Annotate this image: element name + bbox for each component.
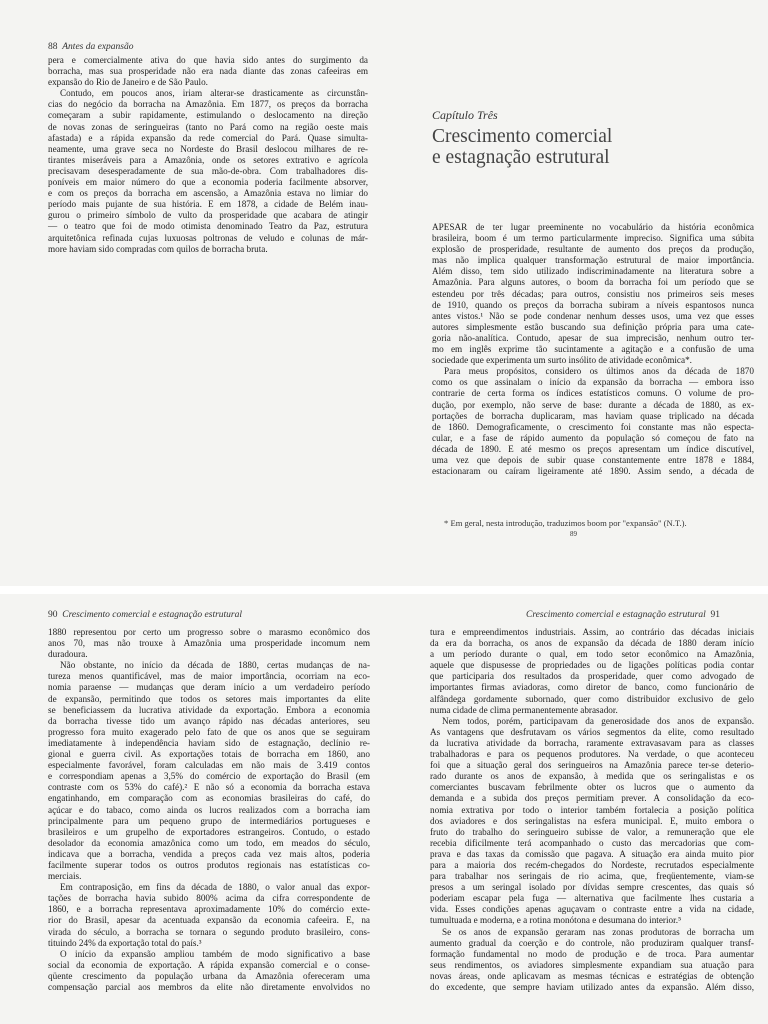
text-line: de 1860. Demograficamente, o crescimento foi constante mas não especta- [432,421,754,432]
text-line: O início da expansão ampliou também de modo significativo a base [60,948,370,959]
page-88 [0,0,384,586]
text-line: como os que assinalam o início da expansão da borracha — embora isso [432,377,754,388]
text-line: APESAR de ter lugar preeminente no vocabulário da história econômica [432,222,754,232]
text-line: engatinhando, em comparação com as economias brasileiras do café, do [48,793,370,804]
text-line: social da economia de exportação. A rápida expansão comercial e o conse- [48,959,370,970]
text-line: para trabalhar nos seringais de rio acima, que, freqüentemente, viam-se [430,871,754,882]
text-line: uma vez que depois de subir quase constantemente entre 1878 e 1884, [432,454,754,465]
page-number: 89 [570,530,577,538]
chapter-label: Capítulo Três [432,108,498,122]
text-line: tações de borracha havia subido 800% acima da cifra correspondente de [48,893,370,904]
text-line: afastada) e a rápida expansão da rede comercial do Pará. Quase simulta- [48,132,368,143]
text-line: da borracha tivesse tido um avanço rápido nas décadas anteriores, seu [48,715,370,726]
text-line: se beneficiassem da lucrativa atividade da exportação. Embora a economia [48,704,370,715]
text-line: aquele que dispusesse de propriedades ou de ligações políticas podia contar [430,660,754,671]
text-line: alfândega gordamente subornado, quer como distribuidor exclusivo de gelo [430,693,754,704]
text-line: cular, e a fase de rápido aumento da população só começou de fato na [432,432,754,443]
text-line: fruto do trabalho do seringueiro subisse de valor, a remuneração que ele [430,826,754,837]
text-line: dos aviadores e dos seringalistas na esfera municipal. E, muito embora o [430,815,754,826]
text-line: desolador da economia amazônica como um todo, em meados do século, [48,837,370,848]
text-line: neamente, uma grave seca no Nordeste do Brasil deslocou milhares de re- [48,143,368,154]
text-line: de 1910, quando os preços da borracha subiram a níveis espantosos nunca [432,299,754,310]
text-line: numa cidade de clima permanentemente abrasador. [430,704,618,715]
text-line: aumento gradual da coerção e do controle, não produziram qualquer transf- [430,937,754,948]
text-line: portações de borracha duplicaram, mas haviam quase triplicado na década [432,410,754,421]
footnote: * Em geral, nesta introdução, traduzimos boom por "expansão" (N.T.). [444,518,687,528]
running-title: Antes da expansão [62,42,134,52]
page-number: 88 [48,42,58,52]
text-line: Contudo, em poucos anos, iriam alterar-se drasticamente as circunstân- [60,88,368,99]
text-line: As vantagens que desfrutavam os vários segmentos da elite, como resultado [430,726,754,737]
page-number: 91 [710,610,720,620]
text-line: contrarie de certa forma os índices estatísticos comuns. O volume de pro- [432,388,754,399]
text-line: recebia dificilmente terá acompanhado o custo das mercadorias que com- [430,837,754,848]
text-line: comerciantes buscavam febrilmente obter os lucros que o aumento da [430,782,754,793]
text-line: more haviam sido compradas com quilos de borracha bruta. [48,243,268,254]
body-text [48,55,368,255]
text-line: de novas zonas de seringueiras (tanto no Pará como na região oeste mais [48,121,368,132]
text-line: facilmente superar todos os outros produtos regionais nas estatísticas co- [48,859,370,870]
page-89 [384,0,768,586]
text-line: da lucrativa atividade da borracha, raramente extravasavam para as classes [430,737,754,748]
text-line: contraste com os 53% do café).² E não só a economia da borracha estava [48,782,370,793]
page-divider [0,586,768,594]
text-line: anos 70, mas não trouxe à Amazônia uma prosperidade incomum nem [48,638,370,649]
text-line: trabalhadoras e para os pequenos produtores. Na verdade, o que aconteceu [430,749,754,760]
text-line: principalmente para um pequeno grupo de intermediários portugueses e [48,815,370,826]
text-line: período mais pujante de sua história. E em 1878, a cidade de Belém inau- [48,199,368,210]
text-line: vida. Esses condições apenas aguçavam o contraste entre a vida na cidade, [430,904,754,915]
text-line: presos a um seringal isolado por dívidas sempre crescentes, das quais só [430,882,754,893]
text-line: rado durante os anos de expansão, à medida que os seringalistas e os [430,771,754,782]
body-text [430,627,754,993]
text-line: progresso fora muito exagerado pelo fato de que os anos que se seguiram [48,726,370,737]
text-line: Não obstante, no início da década de 1880, certas mudanças de na- [60,660,370,671]
text-line: Em contraposição, em fins da década de 1880, o valor anual das expor- [60,882,370,893]
text-line: poderiam escapar pela fuga — alternativa que facilmente lhes custaria a [430,893,754,904]
text-line: arquitetônica refinada cujas luxuosas poltronas de veludo e colunas de már- [48,232,368,243]
text-line: mo em inglês exprime tão sucintamente a agitação e a confusão de uma [432,344,754,355]
text-line: duradoura. [48,649,88,660]
text-line: explosão de prosperidade, resultante de aumento dos preços da produção, [432,244,754,255]
text-line: 1860, e a borracha representava aproximadamente 10% do comércio exte- [48,904,370,915]
text-line: nomia paraense — mudanças que deram início a um verdadeiro período [48,682,370,693]
text-line: poníveis em maior número do que a economia poderia facilmente absorver, [48,177,368,188]
text-line: para a maioria dos recém-chegados do Nordeste, recrutados especialmente [430,859,754,870]
text-line: década de 1890. E até mesmo os preços apresentam um índice discutível, [432,443,754,454]
text-line: imediatamente à independência haviam sido de estagnação, declínio re- [48,737,370,748]
text-line: gurou o primeiro símbolo de vulto da prosperidade que acabara de atingir [48,210,368,221]
text-line: e com os preços da borracha em ascensão, a Amazônia estava no limiar do [48,188,368,199]
text-line: estacionaram ou caíram ligeiramente até 1890. Assim sendo, a década de [432,466,754,477]
text-line: precisavam desesperadamente de sua mão-de-obra. Com trabalhadores dis- [48,165,368,176]
running-header [48,610,242,620]
text-line: prava e das taxas da comissão que pagava. A situação era ainda muito pior [430,848,754,859]
running-header [526,610,720,620]
running-header [48,42,134,52]
text-line: tureza menos quantificável, mas de maior importância, ocorriam na eco- [48,671,370,682]
body-text [432,222,754,477]
chapter-title-line: e estagnação estrutural [432,147,610,168]
text-line: qüente crescimento da população urbana da Amazônia ofereceram uma [48,970,370,981]
text-line: antes vistos.¹ Não se pode condenar nenhum desses usos, uma vez que esses [432,310,754,321]
text-line: expansão do Rio de Janeiro e de São Paulo. [48,77,208,88]
text-line: foi que a situação geral dos seringueiros na Amazônia parece ter-se deterio- [430,760,754,771]
text-line: formação fundamental no modo de produção e de troca. Para aumentar [430,948,754,959]
text-line: 1880 representou por certo um progresso sobre o marasmo econômico dos [48,627,370,637]
text-line: gional e guerra civil. As exportações totais de borracha em 1860, ano [48,749,370,760]
text-line: mas não implica qualquer transformação estrutural de maior importância. [432,255,754,266]
text-line: sociedade que experimenta um surto insólito de atividade econômica*. [432,355,692,366]
text-line: autores simplesmente estão buscando sua definição própria para uma cate- [432,321,754,332]
page-90 [0,594,384,1024]
text-line: borracha, mas sua prosperidade não era nada diante das zonas cafeeiras em [48,66,368,77]
text-line: do excedente, que sempre haviam utilizado antes da expansão. Além disso, [430,982,754,992]
text-line: tirantes miseráveis para a Amazônia, onde os setores extrativo e agrícola [48,154,368,165]
text-line: goria não-analítica. Contudo, apesar de sua imprecisão, nenhum outro ter- [432,332,754,343]
text-line: virada do século, a borracha se tornara o segundo produto brasileiro, cons- [48,926,370,937]
text-line: Amazônia. Para alguns autores, o boom da borracha foi um período que se [432,277,754,288]
running-title: Crescimento comercial e estagnação estrutural [62,610,243,620]
body-text [48,627,370,993]
text-line: novas áreas, onde aplicavam as mesmas técnicas e estratégias de obtenção [430,970,754,981]
text-line: brasileira, boom é um termo particularmente impreciso. Significa uma súbita [432,233,754,244]
text-line: pera e comercialmente ativa do que havia sido antes do surgimento da [48,55,368,65]
chapter-title-line: Crescimento comercial [432,126,613,147]
text-line: importantes firmas aviadoras, como diretor de banco, como funcionário de [430,682,754,693]
text-line: seus rendimentos, os aviadores simplesmente expandiam sua atuação para [430,959,754,970]
chapter-title [432,126,612,168]
text-line: de expansão, permitindo que todos os setores mais importantes da elite [48,693,370,704]
text-line: especialmente favorável, foram calculadas em não mais de 3.419 contos [48,760,370,771]
text-line: tura e empreendimentos industriais. Assim, ao contrário das décadas iniciais [430,627,754,637]
text-line: indicava que a borracha, vendida a preços cada vez mais altos, poderia [48,848,370,859]
text-line: cias do negócio da borracha na Amazônia. Em 1877, os preços da borracha [48,99,368,110]
page-91 [384,594,768,1024]
text-line: Além disso, tem sido utilizado indiscriminadamente na literatura sobre a [432,266,754,277]
text-line: Nem todos, porém, participavam da generosidade dos anos de expansão. [442,715,754,726]
text-line: nomia extrativa por todo o interior também fortalecia a posição política [430,804,754,815]
text-line: Para meus propósitos, considero os últimos anos da década de 1870 [444,366,754,377]
text-line: começaram a subir rapidamente, estimulando o deslocamento na direção [48,110,368,121]
text-line: tituindo 24% da exportação total do país.³ [48,937,202,948]
text-line: e correspondiam apenas a 3,5% do comércio de exportação do Brasil (em [48,771,370,782]
text-line: merciais. [48,871,82,882]
text-line: rior do Brasil, apesar da acentuada expansão da economia cafeeira. E, na [48,915,370,926]
text-line: açúcar e do tabaco, como ainda os lucros realizados com a borracha iam [48,804,370,815]
page-number: 90 [48,610,58,620]
text-line: compensação parcial aos membros da elite não diretamente envolvidos no [48,982,370,992]
text-line: estendeu por três décadas; para outros, consistiu nos primeiros seis meses [432,288,754,299]
text-line: da era da borracha, os anos de expansão da década de 1880 deram início [430,638,754,649]
text-line: Se os anos de expansão geraram nas zonas produtoras de borracha um [442,926,754,937]
text-line: tumultuada e moderna, e a rotina monótona e desumana do interior.⁵ [430,915,682,926]
text-line: — o teatro que foi de modo otimista denominado Teatro da Paz, estrutura [48,221,368,232]
text-line: a um período durante o qual, em todo setor econômico na Amazônia, [430,649,754,660]
text-line: dução, por exemplo, não serve de base: durante a década de 1880, as ex- [432,399,754,410]
text-line: demanda e a subida dos preços permitiam prever. A consolidação da eco- [430,793,754,804]
text-line: brasileiros e um grupelho de exportadores estrangeiros. Contudo, o estado [48,826,370,837]
text-line: que participaria dos resultados da prosperidade, quer como advogado de [430,671,754,682]
running-title: Crescimento comercial e estagnação estrutural [525,610,706,620]
